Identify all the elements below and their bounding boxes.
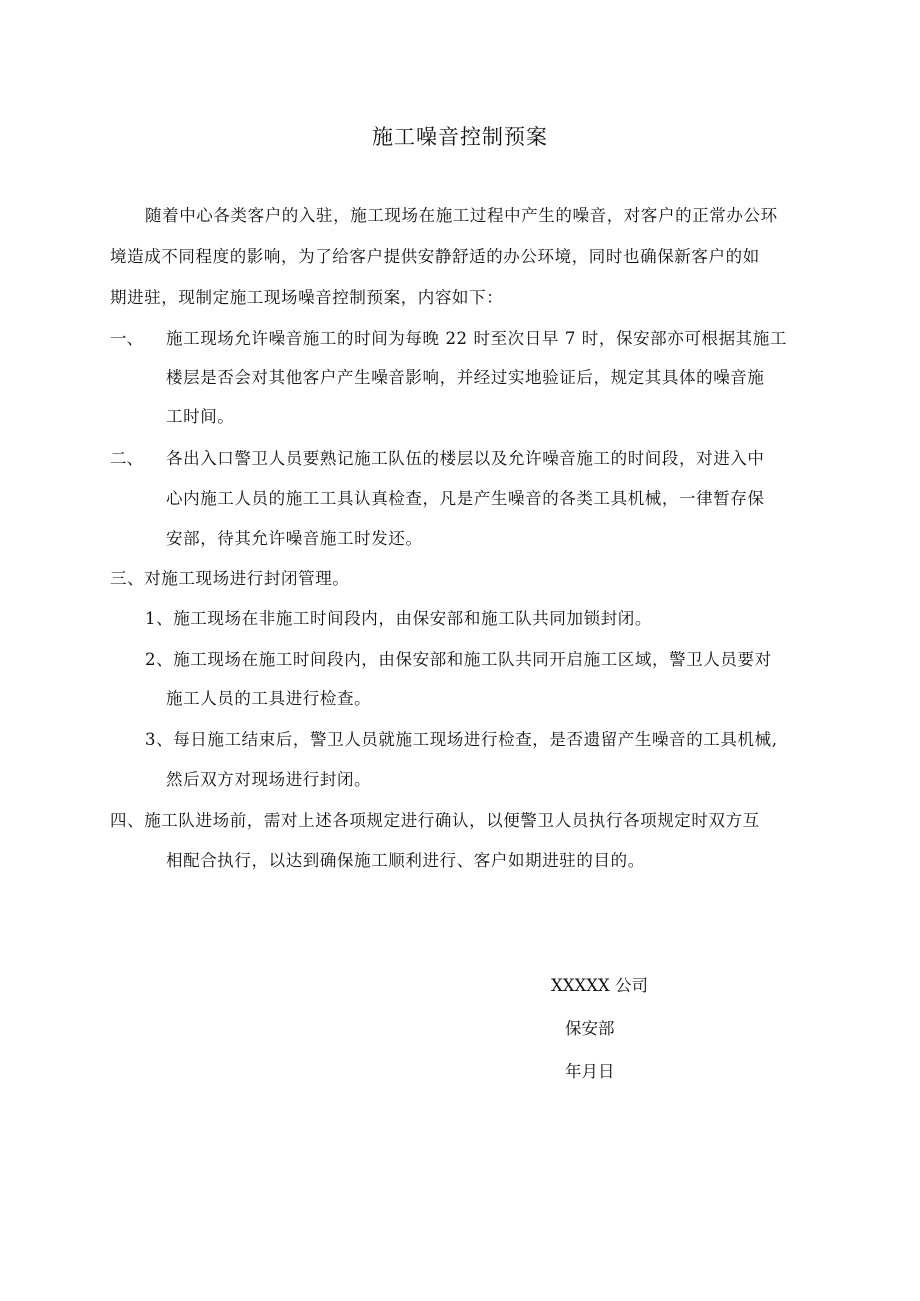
section-3-item-1-line-1: 1、施工现场在非施工时间段内，由保安部和施工队共同加锁封闭。 bbox=[145, 609, 652, 628]
section-3-item-2-line-2: 施工人员的工具进行检查。 bbox=[166, 689, 372, 708]
section-2-line-2: 心内施工人员的施工工具认真检查，凡是产生噪音的各类工具机械，一律暂存保 bbox=[166, 489, 765, 508]
section-2-line-1: 各出入口警卫人员要熟记施工队伍的楼层以及允许噪音施工的时间段，对进入中 bbox=[166, 449, 765, 468]
section-1-line-3: 工时间。 bbox=[166, 407, 235, 426]
signature-department: 保安部 bbox=[565, 1019, 615, 1038]
section-1-line-1: 施工现场允许噪音施工的时间为每晚 22 时至次日早 7 时，保安部亦可根据其施工 bbox=[166, 329, 787, 348]
section-3-heading: 三、对施工现场进行封闭管理。 bbox=[110, 569, 350, 588]
signature-date: 年月日 bbox=[565, 1062, 615, 1081]
section-2-line-3: 安部，待其允许噪音施工时发还。 bbox=[166, 529, 423, 548]
section-1-number: 一、 bbox=[110, 329, 143, 348]
signature-company: XXXXX 公司 bbox=[551, 976, 648, 995]
section-3-item-3-line-2: 然后双方对现场进行封闭。 bbox=[166, 770, 372, 789]
section-3-item-2-line-1: 2、施工现场在施工时间段内，由保安部和施工队共同开启施工区域，警卫人员要对 bbox=[145, 650, 772, 669]
intro-line-2: 境造成不同程度的影响，为了给客户提供安静舒适的办公环境，同时也确保新客户的如 bbox=[110, 247, 760, 266]
intro-line-3: 期进驻，现制定施工现场噪音控制预案，内容如下： bbox=[110, 288, 504, 307]
section-1-line-2: 楼层是否会对其他客户产生噪音影响，并经过实地验证后，规定其具体的噪音施 bbox=[166, 368, 765, 387]
section-3-item-3-line-1: 3、每日施工结束后，警卫人员就施工现场进行检查，是否遗留产生噪音的工具机械, bbox=[145, 730, 778, 749]
document-title: 施工噪音控制预案 bbox=[372, 125, 548, 149]
section-4-line-2: 相配合执行，以达到确保施工顺利进行、客户如期进驻的目的。 bbox=[166, 851, 645, 870]
intro-line-1: 随着中心各类客户的入驻，施工现场在施工过程中产生的噪音，对客户的正常办公环 bbox=[145, 206, 778, 225]
section-2-number: 二、 bbox=[110, 449, 143, 468]
section-4-line-1: 四、施工队进场前，需对上述各项规定进行确认，以便警卫人员执行各项规定时双方互 bbox=[110, 811, 760, 830]
